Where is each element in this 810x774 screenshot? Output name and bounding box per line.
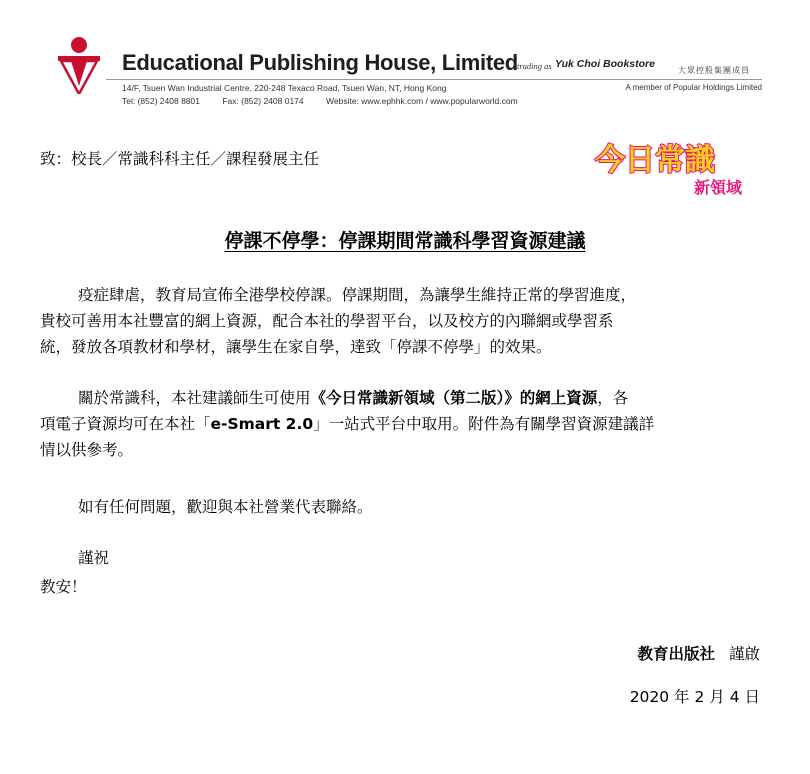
fax-number: Fax: (852) 2408 0174 (222, 96, 304, 106)
paragraph-2 (40, 385, 770, 463)
trading-as-text: trading as (517, 61, 552, 71)
paragraph-1-line-2: 貴校可善用本社豐富的網上資源，配合本社的學習平台，以及校方的內聯網或學習系 (40, 312, 614, 330)
signature-suffix: 謹啟 (728, 645, 760, 663)
paragraph-1 (40, 282, 770, 360)
paragraph-3: 如有任何問題，歡迎與本社營業代表聯絡。 (78, 498, 373, 516)
letter-date: 2020 年 2 月 4 日 (629, 688, 760, 706)
website-text: Website: www.ephhk.com / www.popularworld.com (326, 96, 518, 106)
resource-name: 《今日常識新領域（第二版）》的網上資源 (310, 389, 598, 407)
company-address: 14/F, Tsuen Wan Industrial Centre, 220-248 Texaco Road, Tsuen Wan, NT, Hong Kong (122, 83, 447, 93)
header-divider (106, 79, 762, 80)
paragraph-2-line-3: 情以供參考。 (40, 441, 134, 459)
badge-title: 今日常識 (595, 143, 715, 178)
badge-subtitle: 新領域 (694, 178, 743, 197)
company-logo (58, 36, 100, 94)
paragraph-2-line-2: 項電子資源均可在本社「e-Smart 2.0」一站式平台中取用。附件為有關學習資源建議詳 (40, 415, 655, 433)
group-name: 大眾控股集團成員 (678, 66, 750, 75)
closing-salutation: 教安！ (40, 578, 87, 596)
signature (637, 642, 760, 664)
tel-number: Tel: (852) 2408 8801 (122, 96, 200, 106)
contact-line (122, 96, 538, 106)
paragraph-1-line-3: 統，發放各項教材和學材，讓學生在家自學，達致「停課不停學」的效果。 (40, 338, 552, 356)
paragraph-2-line-1: 關於常識科，本社建議師生可使用《今日常識新領域（第二版）》的網上資源，各 (78, 389, 629, 407)
product-badge-logo (592, 136, 757, 198)
member-of-text: A member of Popular Holdings Limited (625, 83, 762, 92)
paragraph-1-line-1: 疫症肆虐，教育局宣佈全港學校停課。停課期間，為讓學生維持正常的學習進度， (78, 286, 637, 304)
signature-organization: 教育出版社 (637, 645, 715, 663)
closing-greeting: 謹祝 (78, 549, 110, 567)
platform-name: e-Smart 2.0 (210, 415, 314, 433)
document-title: 停課不停學：停課期間常識科學習資源建議 (224, 230, 586, 252)
recipients-line: 致：校長／常識科科主任／課程發展主任 (40, 150, 320, 168)
bookstore-name: Yuk Choi Bookstore (555, 58, 655, 70)
company-name: Educational Publishing House, Limited (122, 50, 518, 75)
